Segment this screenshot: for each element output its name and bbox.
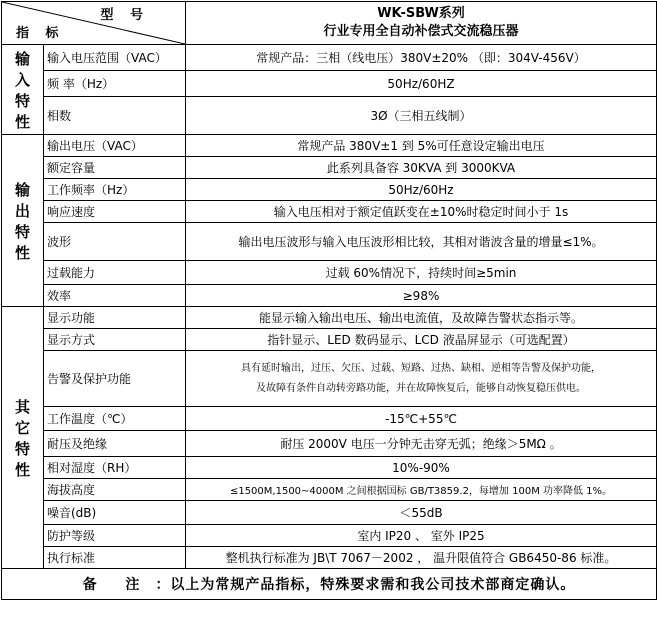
spec-table bbox=[1, 1, 657, 600]
table-row bbox=[2, 547, 657, 569]
table-row bbox=[2, 501, 657, 525]
param-name: 海拔高度 bbox=[44, 479, 186, 501]
section-label-other: 其 它 特 性 bbox=[2, 307, 44, 569]
table-row bbox=[2, 71, 657, 97]
param-value: 过载 60%情况下，持续时间≥5min bbox=[186, 261, 657, 285]
section-label-input: 输 入 特 性 bbox=[2, 45, 44, 135]
table-row bbox=[2, 223, 657, 261]
table-row bbox=[2, 351, 657, 407]
table-row bbox=[2, 407, 657, 431]
param-name: 耐压及绝缘 bbox=[44, 431, 186, 457]
param-value: 10%-90% bbox=[186, 457, 657, 479]
table-row bbox=[2, 457, 657, 479]
param-name: 工作频率（Hz） bbox=[44, 179, 186, 201]
table-row bbox=[2, 307, 657, 329]
param-value: 50Hz/60HZ bbox=[186, 71, 657, 97]
table-row bbox=[2, 97, 657, 135]
table-row bbox=[2, 525, 657, 547]
param-name: 噪音(dB) bbox=[44, 501, 186, 525]
table-row bbox=[2, 179, 657, 201]
table-row bbox=[2, 479, 657, 501]
param-value: -15℃+55℃ bbox=[186, 407, 657, 431]
table-row bbox=[2, 135, 657, 157]
param-name: 相数 bbox=[44, 97, 186, 135]
product-series: WK-SBW系列 bbox=[377, 6, 465, 21]
table-row bbox=[2, 45, 657, 71]
param-value: ≤1500M,1500~4000M 之间根据国标 GB/T3859.2，每增加 100M 功率降低 1%。 bbox=[186, 479, 657, 501]
model-label: 型 号 bbox=[100, 8, 149, 23]
param-name: 显示方式 bbox=[44, 329, 186, 351]
section-label-output: 输 出 特 性 bbox=[2, 135, 44, 307]
param-name: 输入电压范围（VAC） bbox=[44, 45, 186, 71]
note-label: 备 注 bbox=[82, 577, 152, 593]
table-row bbox=[2, 261, 657, 285]
param-name: 显示功能 bbox=[44, 307, 186, 329]
param-name: 过载能力 bbox=[44, 261, 186, 285]
param-name: 执行标准 bbox=[44, 547, 186, 569]
note-cell bbox=[2, 569, 657, 600]
note-row bbox=[2, 569, 657, 600]
param-value: 此系列具备容 30KVA 到 3000KVA bbox=[186, 157, 657, 179]
param-value: 50Hz/60Hz bbox=[186, 179, 657, 201]
param-value: 输入电压相对于额定值跃变在±10%时稳定时间小于 1s bbox=[186, 201, 657, 223]
param-value: 整机执行标准为 JB\T 7067－2002 ， 温升限值符合 GB6450-86 标准。 bbox=[186, 547, 657, 569]
param-value: 指针显示、LED 数码显示、LCD 液晶屏显示（可选配置） bbox=[186, 329, 657, 351]
param-name: 响应速度 bbox=[44, 201, 186, 223]
param-value: 常规产品：三相（线电压）380V±20% （即：304V-456V） bbox=[186, 45, 657, 71]
param-name: 告警及保护功能 bbox=[44, 351, 186, 407]
table-row bbox=[2, 329, 657, 351]
product-title-cell bbox=[186, 2, 657, 45]
param-name: 工作温度（℃） bbox=[44, 407, 186, 431]
param-value: 具有延时输出，过压、欠压、过载、短路、过热、缺相、逆相等告警及保护功能， 及故障有条件自动转旁路功能，并在故障恢复后，能够自动恢复稳压供电。 bbox=[186, 351, 657, 407]
param-value: 耐压 2000V 电压一分钟无击穿无弧；绝缘＞5MΩ 。 bbox=[186, 431, 657, 457]
header-corner-cell bbox=[2, 2, 186, 45]
table-row bbox=[2, 285, 657, 307]
param-name: 额定容量 bbox=[44, 157, 186, 179]
header-row bbox=[2, 2, 657, 45]
param-name: 效率 bbox=[44, 285, 186, 307]
param-name: 防护等级 bbox=[44, 525, 186, 547]
param-name: 频 率（Hz） bbox=[44, 71, 186, 97]
param-value: ≥98% bbox=[186, 285, 657, 307]
param-value: 常规产品 380V±1 到 5%可任意设定输出电压 bbox=[186, 135, 657, 157]
param-name: 相对湿度（RH） bbox=[44, 457, 186, 479]
param-value: 室内 IP20 、 室外 IP25 bbox=[186, 525, 657, 547]
table-row bbox=[2, 431, 657, 457]
note-text: ：以上为常规产品指标，特殊要求需和我公司技术部商定确认。 bbox=[155, 577, 576, 593]
param-name: 输出电压（VAC） bbox=[44, 135, 186, 157]
param-value: 3Ø（三相五线制） bbox=[186, 97, 657, 135]
param-value: 能显示输入输出电压、输出电流值，及故障告警状态指示等。 bbox=[186, 307, 657, 329]
table-row bbox=[2, 201, 657, 223]
param-value: ＜55dB bbox=[186, 501, 657, 525]
table-row bbox=[2, 157, 657, 179]
param-value: 输出电压波形与输入电压波形相比较，其相对谐波含量的增量≤1%。 bbox=[186, 223, 657, 261]
product-name: 行业专用全自动补偿式交流稳压器 bbox=[323, 24, 519, 39]
index-label: 指 标 bbox=[16, 26, 65, 41]
param-name: 波形 bbox=[44, 223, 186, 261]
